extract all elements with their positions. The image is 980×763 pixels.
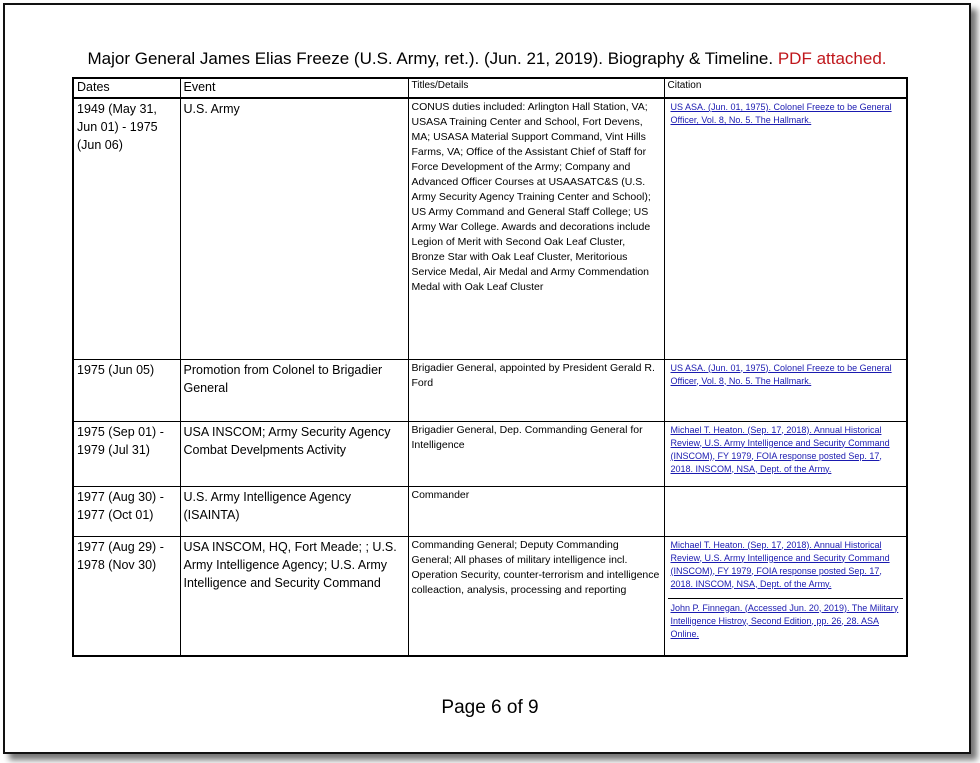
row-details xyxy=(408,536,664,656)
header-citation: Citation xyxy=(664,78,907,98)
page-number: Page 6 of 9 xyxy=(441,697,539,718)
table-row xyxy=(73,98,907,359)
row-citation xyxy=(664,486,907,536)
row-event: Promotion from Colonel to Brigadier General xyxy=(180,359,408,421)
table-row xyxy=(73,421,907,486)
row-details-text: Commanding General; Deputy Commanding General; All phases of military intelligence incl. Operation Security, counter-terrorism and intelligence colleaction, analysis, processing and reporting xyxy=(411,538,660,596)
header-dates: Dates xyxy=(73,78,180,98)
table-row xyxy=(73,486,907,536)
document-title xyxy=(5,49,969,69)
header-event: Event xyxy=(180,78,408,98)
citation-link[interactable]: US ASA. (Jun. 01, 1975). Colonel Freeze to be General Officer, Vol. 8, No. 5. The Hallmark. xyxy=(670,362,892,386)
row-date: 1975 (Sep 01) - 1979 (Jul 31) xyxy=(73,421,180,486)
row-date: 1949 (May 31, Jun 01) - 1975 (Jun 06) xyxy=(73,98,180,359)
timeline-table xyxy=(72,77,908,657)
row-details: Brigadier General, Dep. Commanding General for Intelligence xyxy=(408,421,664,486)
row-event: USA INSCOM, HQ, Fort Meade; ; U.S. Army Intelligence Agency; U.S. Army Intelligence and Security Command xyxy=(180,536,408,656)
row-date: 1977 (Aug 30) - 1977 (Oct 01) xyxy=(73,486,180,536)
row-event: U.S. Army Intelligence Agency (ISAINTA) xyxy=(180,486,408,536)
citation-link-secondary[interactable]: John P. Finnegan. (Accessed Jun. 20, 2019). The Military Intelligence Histroy, Second Edition, pp. 26, 28. ASA Online. xyxy=(668,598,904,642)
pdf-attached-note: PDF attached. xyxy=(777,49,887,68)
row-date: 1975 (Jun 05) xyxy=(73,359,180,421)
table-header-row xyxy=(73,78,907,98)
row-citation xyxy=(664,359,907,421)
row-event: U.S. Army xyxy=(180,98,408,359)
row-details: Brigadier General, appointed by President Gerald R. Ford xyxy=(408,359,664,421)
row-date: 1977 (Aug 29) - 1978 (Nov 30) xyxy=(73,536,180,656)
title-text: Major General James Elias Freeze (U.S. Army, ret.). (Jun. 21, 2019). Biography & Timeline. xyxy=(87,49,774,68)
table-row xyxy=(73,536,907,656)
row-event: USA INSCOM; Army Security Agency Combat Develpments Activity xyxy=(180,421,408,486)
citation-link[interactable]: US ASA. (Jun. 01, 1975). Colonel Freeze to be General Officer, Vol. 8, No. 5. The Hallmark. xyxy=(670,102,892,125)
row-details: CONUS duties included: Arlington Hall Station, VA; USASA Training Center and School, Fort Devens, MA; USASA Material Support Command, Vint Hills Farms, VA; Office of the Assistant Chief of Staff for Force Development of the Army; Company and Advanced Officer Courses at USAASATC&S (U.S. Army Security Agency Training Center and School); US Army Command and General Staff College; US Army War College. Awards and decorations include Legion of Merit with Second Oak Leaf Cluster, Bronze Star with Oak Leaf Cluster, Meritorious Service Medal, Air Medal and Army Commendation Medal with Oak Leaf Cluster xyxy=(408,98,664,359)
row-details: Commander xyxy=(408,486,664,536)
citation-link[interactable]: Michael T. Heaton. (Sep. 17, 2018). Annual Historical Review, U.S. Army Intelligence and Security Command (INSCOM), FY 1979, FOIA response posted Sep. 17, 2018. INSCOM, NSA, Dept. of the Army. xyxy=(670,539,890,589)
row-citation xyxy=(664,536,907,656)
header-details: Titles/Details xyxy=(408,78,664,98)
row-citation xyxy=(664,421,907,486)
citation-link[interactable]: Michael T. Heaton. (Sep. 17, 2018). Annual Historical Review, U.S. Army Intelligence and Security Command (INSCOM), FY 1979, FOIA response posted Sep. 17, 2018. INSCOM, NSA, Dept. of the Army. xyxy=(670,424,890,474)
row-citation xyxy=(664,98,907,359)
table-row xyxy=(73,359,907,421)
